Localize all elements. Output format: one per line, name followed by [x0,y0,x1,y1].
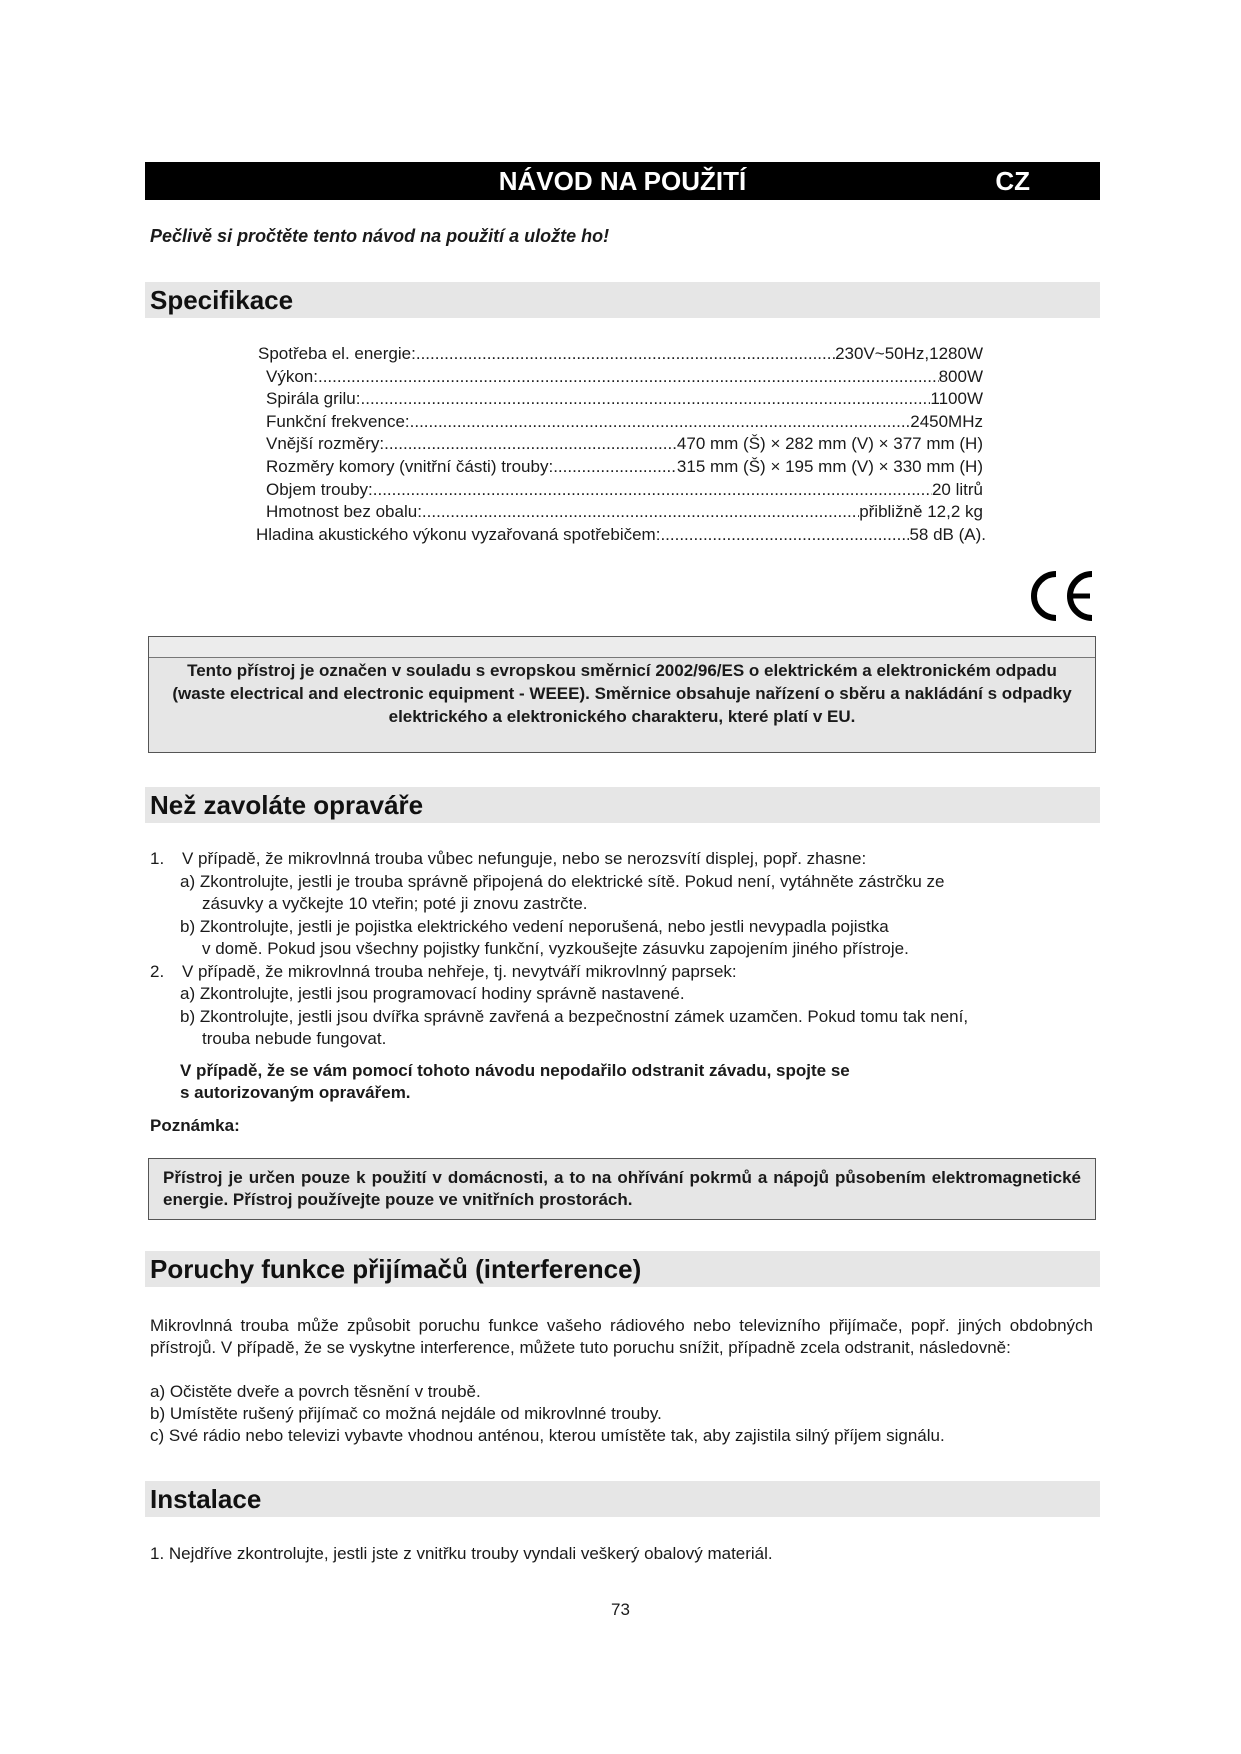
weee-notice-box [148,636,1096,753]
interference-intro: Mikrovlnná trouba může způsobit poruchu funkce vašeho rádiového nebo televizního přijímače, popř. jiných obdobných přístrojů. V případě, že se vyskytne interference, můžete tuto poruchu snížit, případně zcela odstranit, následovně: [150,1316,1093,1357]
list-item: a) Očistěte dveře a povrch těsnění v troubě. [150,1382,481,1401]
list-item: c) Své rádio nebo televizi vybavte vhodnou anténou, kterou umístěte tak, aby zajistila silný příjem signálu. [150,1426,945,1445]
language-code: CZ [995,166,1030,196]
list-item: b) Zkontrolujte, jestli jsou dvířka správně zavřená a bezpečnostní zámek uzamčen. Pokud tomu tak není, [180,1006,969,1026]
list-item: v domě. Pokud jsou všechny pojistky funkční, vyzkoušejte zásuvku zapojením jiného přístroje. [202,939,909,958]
page-title: NÁVOD NA POUŽITÍ [498,166,747,196]
note-label: Poznámka: [150,1116,240,1135]
list-item: a) Zkontrolujte, jestli jsou programovací hodiny správně nastavené. [180,984,685,1003]
title-bar [145,162,1100,200]
spec-list [256,343,986,546]
section-heading-interference: Poruchy funkce přijímačů (interference) [145,1251,1100,1287]
spec-row: Výkon: ..... 800W [258,366,983,389]
ce-mark-icon [1026,568,1098,624]
list-item: b) Umístěte rušený přijímač co možná nejdále od mikrovlnné trouby. [150,1404,662,1423]
list-item: 1. V případě, že mikrovlnná trouba vůbec nefunguje, nebo se nerozsvítí displej, popř. zhasne: [150,849,867,868]
contact-note: s autorizovaným opravářem. [180,1083,411,1102]
list-item: trouba nebude fungovat. [202,1029,387,1048]
note-text: Přístroj je určen pouze k použití v domácnosti, a to na ohřívání pokrmů a nápojů působením elektromagnetické energie. Přístroj používejte pouze ve vnitřních prostorách. [163,1168,1081,1209]
spec-row: Spirála grilu: ..... 1100W [258,388,983,411]
section-heading-repair: Než zavoláte opraváře [145,787,1100,823]
install-item: 1. Nejdříve zkontrolujte, jestli jste z vnitřku trouby vyndali veškerý obalový materiál. [150,1544,773,1563]
list-item: zásuvky a vyčkejte 10 vteřin; poté ji znovu zastrčte. [202,894,588,913]
spec-row: Rozměry komory (vnitřní části) trouby: ..... 315 mm (Š) × 195 mm (V) × 330 mm (H) [258,456,983,479]
weee-notice-text: Tento přístroj je označen v souladu s evropskou směrnicí 2002/96/ES o elektrickém a elektronickém odpadu (waste electrical and electronic equipment - WEEE). Směrnice obsahuje nařízení o sběru a nakládání s odpadky elektrického a elektronického charakteru, které platí v EU. [172,661,1072,726]
spec-row: Vnější rozměry: ..... 470 mm (Š) × 282 mm (V) × 377 mm (H) [258,433,983,456]
spec-row: Hmotnost bez obalu: ..... přibližně 12,2 kg [258,501,983,524]
contact-note: V případě, že se vám pomocí tohoto návodu nepodařilo odstranit závadu, spojte se [180,1060,850,1080]
page-number: 73 [611,1600,630,1619]
box-top-strip [149,637,1095,658]
troubleshooting-list [150,848,968,1105]
note-box [148,1158,1096,1220]
spec-row: Spotřeba el. energie: ..... 230V~50Hz,1280W [258,343,983,366]
spec-row: Funkční frekvence: ..... 2450MHz [258,411,983,434]
spec-row: Objem trouby: ..... 20 litrů [258,479,983,502]
list-item: b) Zkontrolujte, jestli je pojistka elektrického vedení neporušená, nebo jestli nevypadla pojistka [180,916,889,936]
interference-list [150,1381,945,1447]
list-item: 2. V případě, že mikrovlnná trouba nehřeje, tj. nevytváří mikrovlnný paprsek: [150,961,737,981]
subtitle: Pečlivě si pročtěte tento návod na použití a uložte ho! [150,226,610,246]
list-item: a) Zkontrolujte, jestli je trouba správně připojená do elektrické sítě. Pokud není, vytáhněte zástrčku ze [180,871,945,891]
section-heading-install: Instalace [145,1481,1100,1517]
spec-row: Hladina akustického výkonu vyzařovaná spotřebičem: ..... 58 dB (A). [256,524,986,547]
section-heading-specs: Specifikace [145,282,1100,318]
